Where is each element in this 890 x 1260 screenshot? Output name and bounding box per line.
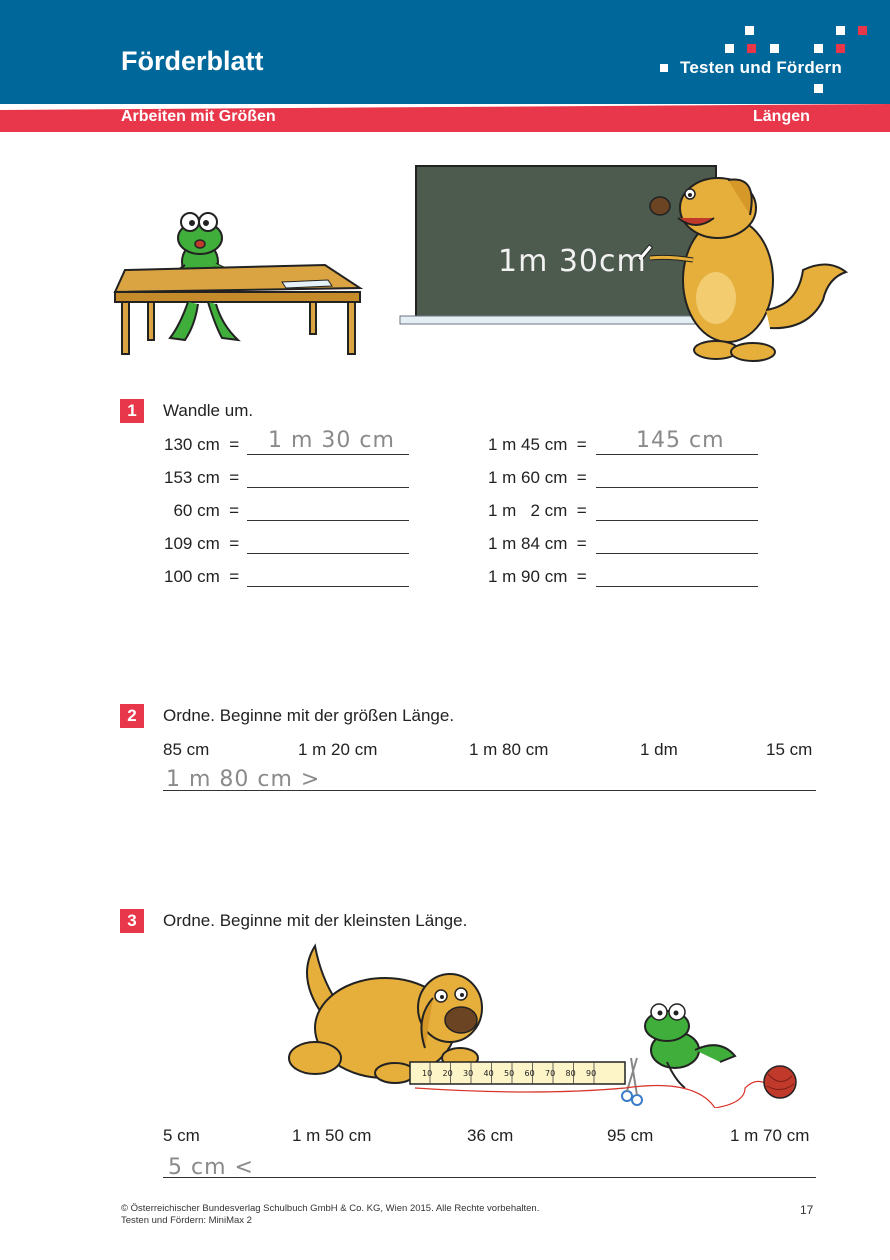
task-1-instruction: Wandle um.: [163, 401, 254, 420]
dog-and-frog-measuring-illustration: [275, 938, 815, 1108]
task-3-item: 95 cm: [607, 1126, 654, 1145]
deco-square: [836, 26, 845, 35]
task-1-answer-field[interactable]: [596, 494, 758, 521]
task-1-right-label: 1 m 84 cm =: [488, 534, 587, 553]
ruler-tick-label: 90: [586, 1069, 597, 1078]
task-1-answer-field[interactable]: [596, 527, 758, 554]
subtopic-label: Längen: [753, 108, 810, 125]
ruler-tick-label: 70: [545, 1069, 556, 1078]
task-2-answer-example: 1 m 80 cm >: [166, 767, 321, 792]
copyright-line: © Österreichischer Bundesverlag Schulbuch GmbH & Co. KG, Wien 2015. Alle Rechte vorbehalten.: [121, 1203, 540, 1214]
ruler-tick-label: 20: [442, 1069, 453, 1078]
page-number: 17: [800, 1203, 814, 1217]
task-1-right-label: 1 m 2 cm =: [488, 501, 587, 520]
frog-at-table-illustration: [110, 200, 370, 360]
task-1-answer-example: 1 m 30 cm: [268, 428, 395, 453]
task-2-item: 85 cm: [163, 740, 210, 759]
topic-label: Arbeiten mit Größen: [121, 108, 276, 125]
task-1-answer-field[interactable]: [247, 527, 409, 554]
task-1-left-label: 109 cm =: [164, 534, 240, 553]
deco-square: [770, 44, 779, 53]
deco-square: [814, 84, 823, 93]
task-1-right-label: 1 m 90 cm =: [488, 567, 587, 586]
ruler-tick-label: 60: [524, 1069, 535, 1078]
brand-label: Testen und Fördern: [660, 58, 842, 78]
page-title: Förderblatt: [121, 46, 264, 76]
task-1-answer-field[interactable]: [596, 461, 758, 488]
task-1-right-label: 1 m 60 cm =: [488, 468, 587, 487]
task-3-answer-line[interactable]: [163, 1177, 816, 1178]
book-title-line: Testen und Fördern: MiniMax 2: [121, 1215, 252, 1226]
task-3-item: 1 m 70 cm: [730, 1126, 810, 1145]
task-2-instruction: Ordne. Beginne mit der größen Länge.: [163, 706, 455, 725]
task-1-right-label: 1 m 45 cm =: [488, 435, 587, 454]
task-2-item: 1 m 20 cm: [298, 740, 378, 759]
deco-square: [814, 44, 823, 53]
task-1-left-label: 60 cm =: [164, 501, 240, 520]
task-3-number: 3: [120, 909, 144, 933]
task-1-answer-field[interactable]: [247, 461, 409, 488]
task-3-answer-example: 5 cm <: [168, 1155, 254, 1180]
copyright-footer: [121, 1203, 539, 1227]
task-1-answer-field[interactable]: [247, 560, 409, 587]
deco-square: [747, 44, 756, 53]
ruler-tick-label: 10: [422, 1069, 433, 1078]
task-2-item: 1 m 80 cm: [469, 740, 549, 759]
task-3-item: 5 cm: [163, 1126, 200, 1145]
ruler-tick-label: 40: [483, 1069, 494, 1078]
deco-square: [725, 44, 734, 53]
ruler-tick-label: 80: [565, 1069, 576, 1078]
task-1-left-label: 153 cm =: [164, 468, 240, 487]
ruler-tick-label: 50: [504, 1069, 515, 1078]
task-2-number: 2: [120, 704, 144, 728]
task-3-instruction: Ordne. Beginne mit der kleinsten Länge.: [163, 911, 468, 930]
task-1-answer-example: 145 cm: [636, 428, 725, 453]
chalkboard-text: 1m 30cm: [498, 244, 647, 279]
task-3-item: 1 m 50 cm: [292, 1126, 372, 1145]
task-1-number: 1: [120, 399, 144, 423]
task-1-answer-field[interactable]: [596, 560, 758, 587]
deco-square: [836, 44, 845, 53]
task-1-left-label: 130 cm =: [164, 435, 240, 454]
deco-square: [745, 26, 754, 35]
task-1-left-label: 100 cm =: [164, 567, 240, 586]
task-2-item: 15 cm: [766, 740, 813, 759]
task-2-item: 1 dm: [640, 740, 678, 759]
ruler-tick-label: 30: [463, 1069, 474, 1078]
task-3-item: 36 cm: [467, 1126, 514, 1145]
deco-square: [858, 26, 867, 35]
task-1-answer-field[interactable]: [247, 494, 409, 521]
